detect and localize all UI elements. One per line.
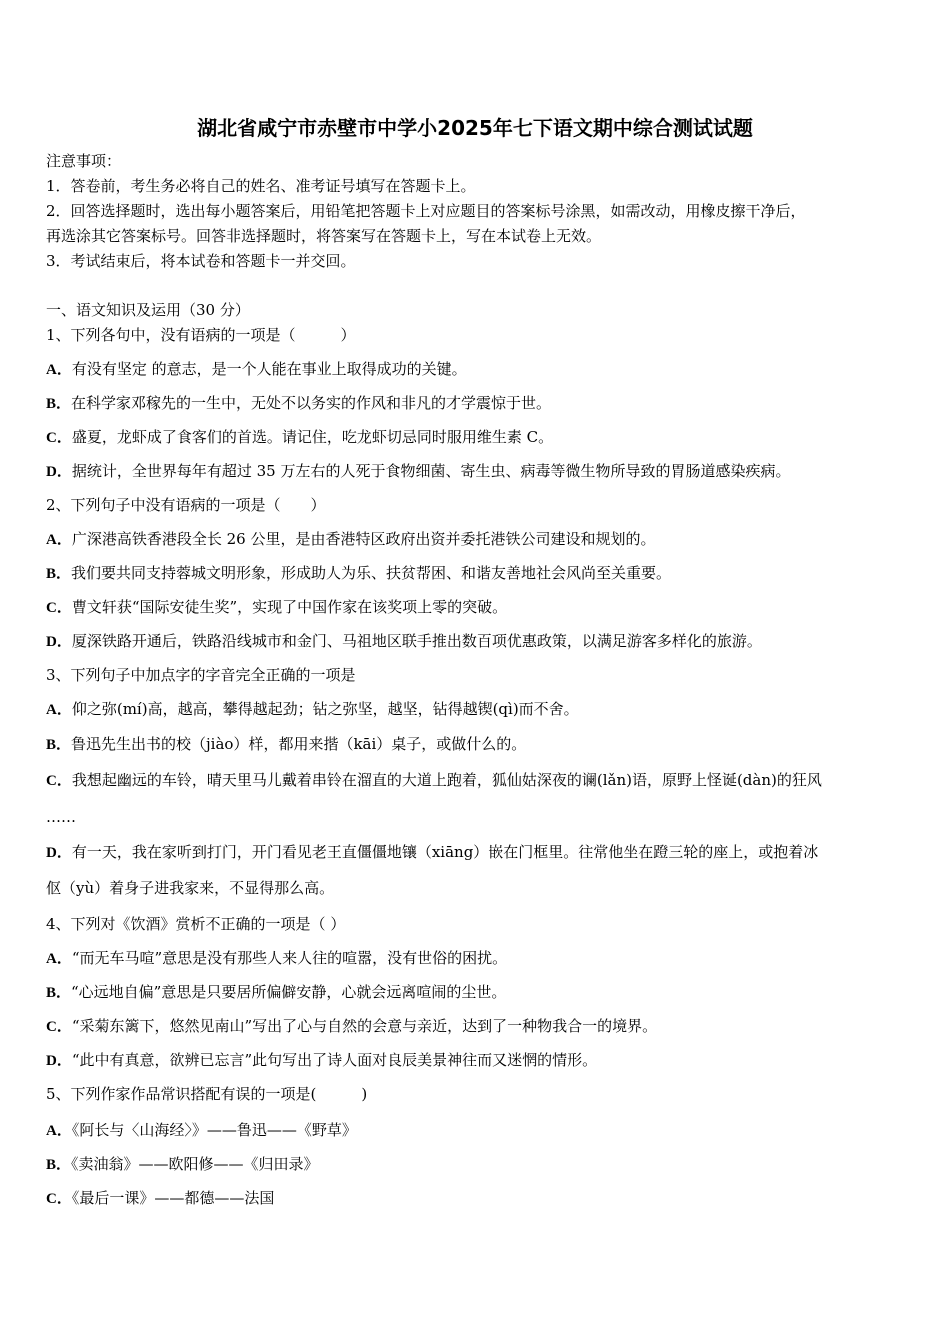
option-label: A． xyxy=(46,1123,72,1139)
option-label: C． xyxy=(46,600,72,616)
option-text: 仰之弥(mí)高，越高，攀得越起劲；钻之弥坚，越坚，钻得越锲(qì)而不舍。 xyxy=(71,700,579,718)
option-label: A． xyxy=(46,362,72,378)
option-text: 有一天，我在家听到打门，开门看见老王直僵僵地镶（xiāng）嵌在门框里。往常他坐在蹬三轮的座上，或抱着冰 xyxy=(71,843,819,861)
option-text: 我们要共同支持蓉城文明形象，形成助人为乐、扶贫帮困、和谐友善地社会风尚至关重要。 xyxy=(71,564,672,582)
option-label: D． xyxy=(46,1053,72,1069)
option-item xyxy=(46,700,579,719)
option-item xyxy=(46,1051,597,1070)
option-label: A． xyxy=(46,702,72,718)
option-item xyxy=(46,394,551,413)
option-text: 《最后一课》——都德——法国 xyxy=(71,1189,275,1207)
option-label: A． xyxy=(46,951,72,967)
option-label: C． xyxy=(46,1191,72,1207)
option-item xyxy=(46,1189,274,1208)
option-continuation: 伛（yù）着身子进我家来，不显得那么高。 xyxy=(46,879,335,897)
notice-item: 再选涂其它答案标号。回答非选择题时，将答案写在答题卡上，写在本试卷上无效。 xyxy=(46,227,602,245)
option-label: A． xyxy=(46,532,72,548)
option-label: D． xyxy=(46,464,72,480)
option-text: 厦深铁路开通后，铁路沿线城市和金门、马祖地区联手推出数百项优惠政策，以满足游客多样化的旅游。 xyxy=(71,632,762,650)
option-item xyxy=(46,735,526,754)
question-stem: 5、下列作家作品常识搭配有误的一项是( ) xyxy=(46,1085,368,1103)
option-item xyxy=(46,1121,357,1140)
option-item xyxy=(46,843,818,862)
question-stem: 4、下列对《饮酒》赏析不正确的一项是（ ） xyxy=(46,915,346,933)
option-text: 据统计，全世界每年有超过 35 万左右的人死于食物细菌、寄生虫、病毒等微生物所导致的胃肠道感染疾病。 xyxy=(71,462,791,480)
question-stem: 3、下列句子中加点字的字音完全正确的一项是 xyxy=(46,666,356,684)
option-text: 盛夏，龙虾成了食客们的首选。请记住，吃龙虾切忌同时服用维生素 C。 xyxy=(71,428,554,446)
option-item xyxy=(46,428,553,447)
option-text: “此中有真意，欲辨已忘言”此句写出了诗人面对良辰美景神往而又迷惘的情形。 xyxy=(71,1051,598,1069)
option-text: 《卖油翁》——欧阳修——《归田录》 xyxy=(71,1155,319,1173)
option-text: “采菊东篱下，悠然见南山”写出了心与自然的会意与亲近，达到了一种物我合一的境界。 xyxy=(71,1017,658,1035)
question-stem: 2、下列句子中没有语病的一项是（ ） xyxy=(46,496,326,514)
option-item xyxy=(46,564,671,583)
option-text: 我想起幽远的车铃，晴天里马儿戴着串铃在溜直的大道上跑着，狐仙姑深夜的谰(lǎn)语，原野上怪诞(dàn)的狂风 xyxy=(71,771,822,789)
page-title: 湖北省咸宁市赤壁市中学小2025年七下语文期中综合测试试题 xyxy=(197,116,753,140)
option-text: 鲁迅先生出书的校（jiào）样，都用来揩（kāi）桌子，或做什么的。 xyxy=(71,735,527,753)
notice-item: 2．回答选择题时，选出每小题答案后，用铅笔把答题卡上对应题目的答案标号涂黑，如需改动，用橡皮擦干净后， xyxy=(46,202,806,220)
option-continuation: …… xyxy=(46,808,76,826)
option-label: B． xyxy=(46,396,72,412)
option-text: 广深港高铁香港段全长 26 公里，是由香港特区政府出资并委托港铁公司建设和规划的。 xyxy=(71,530,656,548)
option-label: D． xyxy=(46,845,72,861)
question-stem: 1、下列各句中，没有语病的一项是（ ） xyxy=(46,326,356,344)
option-item xyxy=(46,1155,319,1174)
option-text: 在科学家邓稼先的一生中，无处不以务实的作风和非凡的才学震惊于世。 xyxy=(71,394,552,412)
option-item xyxy=(46,462,790,481)
option-item xyxy=(46,1017,657,1036)
option-text: 曹文轩获“国际安徒生奖”，实现了中国作家在该奖项上零的突破。 xyxy=(71,598,508,616)
option-text: “而无车马喧”意思是没有那些人来人往的喧嚣，没有世俗的困扰。 xyxy=(71,949,508,967)
option-item xyxy=(46,598,507,617)
option-label: C． xyxy=(46,1019,72,1035)
notice-item: 3．考试结束后，将本试卷和答题卡一并交回。 xyxy=(46,252,356,270)
option-text: “心远地自偏”意思是只要居所偏僻安静，心就会远离喧闹的尘世。 xyxy=(71,983,507,1001)
option-item xyxy=(46,360,467,379)
option-item xyxy=(46,949,507,968)
option-label: B． xyxy=(46,985,72,1001)
option-item xyxy=(46,983,506,1002)
notice-heading: 注意事项： xyxy=(46,152,122,170)
option-text: 《阿长与〈山海经〉》——鲁迅——《野草》 xyxy=(71,1121,357,1139)
notice-item: 1．答卷前，考生务必将自己的姓名、准考证号填写在答题卡上。 xyxy=(46,177,476,195)
option-label: D． xyxy=(46,634,72,650)
option-item xyxy=(46,530,655,549)
option-label: C． xyxy=(46,430,72,446)
option-text: 有没有坚定 的意志，是一个人能在事业上取得成功的关键。 xyxy=(71,360,467,378)
option-item xyxy=(46,632,762,651)
option-label: B． xyxy=(46,737,72,753)
option-item xyxy=(46,771,822,790)
option-label: B． xyxy=(46,566,72,582)
section-heading: 一、语文知识及运用（30 分） xyxy=(46,301,250,319)
option-label: C． xyxy=(46,773,72,789)
option-label: B． xyxy=(46,1157,72,1173)
